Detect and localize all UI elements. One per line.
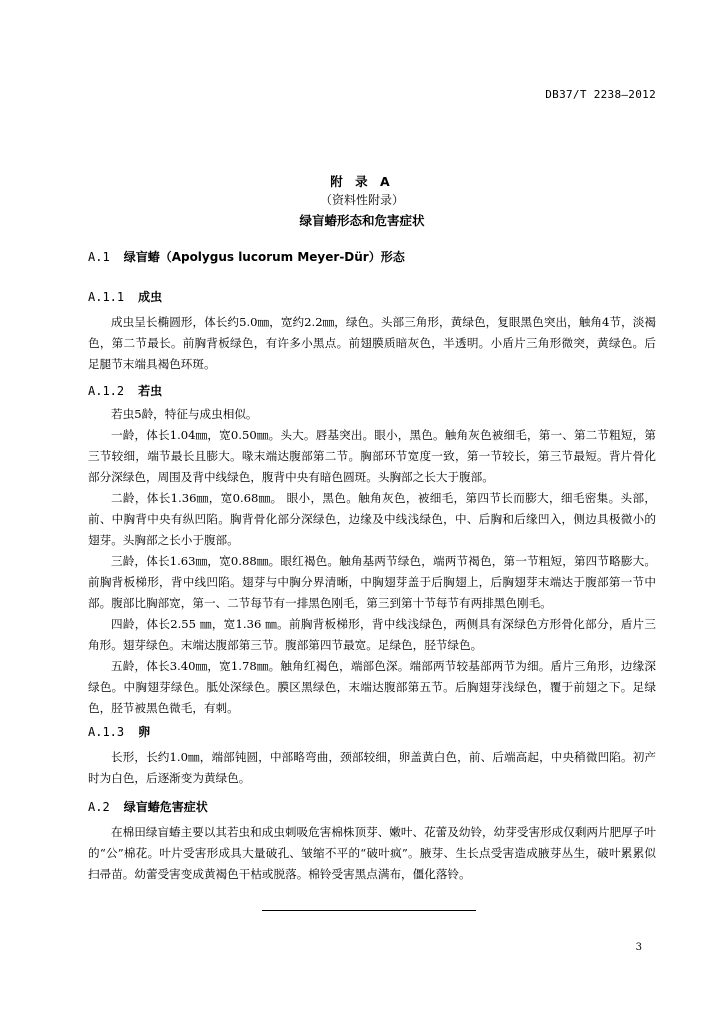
section-heading-a1 [88, 248, 405, 265]
section-number: A.1.2 [88, 384, 125, 398]
paragraph-instar-5: 五龄，体长3.40㎜，宽1.78㎜。触角红褐色，端部色深。端部两节较基部两节为细。盾片三角形，边缘深绿色。中胸翅芽绿色。胝处深绿色。膜区黑绿色，末端达腹部第五节。后胸翅芽浅绿色，覆于前翅之下。足绿色，胫节被黑色微毛，有刺。 [88, 659, 656, 716]
section-title: 绿盲蝽（Apolygus lucorum Meyer-Dür）形态 [123, 250, 405, 264]
section-heading-a2 [88, 798, 208, 815]
section-title: 卵 [138, 725, 151, 739]
paragraph-instar-1: 一龄，体长1.04㎜，宽0.50㎜。头大。唇基突出。眼小，黑色。触角灰色被细毛，第一、第二节粗短，第三节较细，端节最长且膨大。喙末端达腹部第二节。胸部环节宽度一致，第一节较长，第三节最短。背片骨化部分深绿色，周围及背中线绿色，腹背中央有暗色圆斑。头胸部之长大于腹部。 [88, 428, 656, 485]
appendix-name: 绿盲蝽形态和危害症状 [299, 213, 425, 228]
section-title: 成虫 [138, 290, 163, 304]
section-heading-a13 [88, 723, 150, 740]
section-number: A.1.1 [88, 290, 125, 304]
paragraph-instar-2: 二龄，体长1.36㎜，宽0.68㎜。 眼小，黑色。触角灰色，被细毛，第四节长而膨大，细毛密集。头部，前、中胸背中央有纵凹陷。胸背骨化部分深绿色，边缘及中线浅绿色，中、后胸和后缘凹入，侧边具极微小的翅芽。头胸部之长小于腹部。 [88, 491, 656, 548]
appendix-type: （资料性附录） [319, 193, 404, 207]
paragraph-instar-3: 三龄，体长1.63㎜，宽0.88㎜。眼红褐色。触角基两节绿色，端两节褐色，第一节粗短，第四节略膨大。前胸背板梯形，背中线凹陷。翅芽与中胸分界清晰，中胸翅芽盖于后胸翅上，后胸翅芽末端达于腹部第一节中部。腹部比胸部宽，第一、二节每节有一排黑色刚毛，第三到第十节每节有两排黑色刚毛。 [88, 554, 656, 611]
section-heading-a12 [88, 382, 162, 399]
page-number: 3 [635, 942, 642, 953]
appendix-title: 附 录 A [330, 174, 394, 189]
paragraph-nymph-intro: 若虫5龄，特征与成虫相似。 [111, 407, 258, 421]
end-rule [262, 910, 476, 911]
standard-code: DB37/T 2238—2012 [545, 88, 656, 101]
section-number: A.1 [88, 250, 110, 264]
section-number: A.1.3 [88, 725, 125, 739]
section-title: 若虫 [138, 384, 163, 398]
paragraph-egg: 长形，长约1.0㎜，端部钝圆，中部略弯曲，颈部较细，卵盖黄白色，前、后端高起，中央稍微凹陷。初产时为白色，后逐渐变为黄绿色。 [88, 750, 656, 786]
paragraph-damage: 在棉田绿盲蝽主要以其若虫和成虫刺吸危害棉株顶芽、嫩叶、花蕾及幼铃，幼芽受害形成仅剩两片肥厚子叶的“公”棉花。叶片受害形成具大量破孔、皱缩不平的“破叶疯”。腋芽、生长点受害造成腋芽丛生，破叶累累似扫帚苗。幼蕾受害变成黄褐色干枯或脱落。棉铃受害黑点满布，僵化落铃。 [88, 825, 656, 882]
section-title: 绿盲蝽危害症状 [123, 800, 208, 814]
section-heading-a11 [88, 288, 162, 305]
paragraph-adult: 成虫呈长椭圆形，体长约5.0㎜，宽约2.2㎜，绿色。头部三角形，黄绿色，复眼黑色突出，触角4节，淡褐色，第二节最长。前胸背板绿色，有许多小黑点。前翅膜质暗灰色，半透明。小盾片三角形微突，黄绿色。后足腿节末端具褐色环斑。 [88, 315, 656, 372]
paragraph-instar-4: 四龄，体长2.55 ㎜，宽1.36 ㎜。前胸背板梯形，背中线浅绿色，两侧具有深绿色方形骨化部分，盾片三角形。翅芽绿色。末端达腹部第三节。腹部第四节最宽。足绿色，胫节绿色。 [88, 617, 656, 653]
section-number: A.2 [88, 800, 110, 814]
